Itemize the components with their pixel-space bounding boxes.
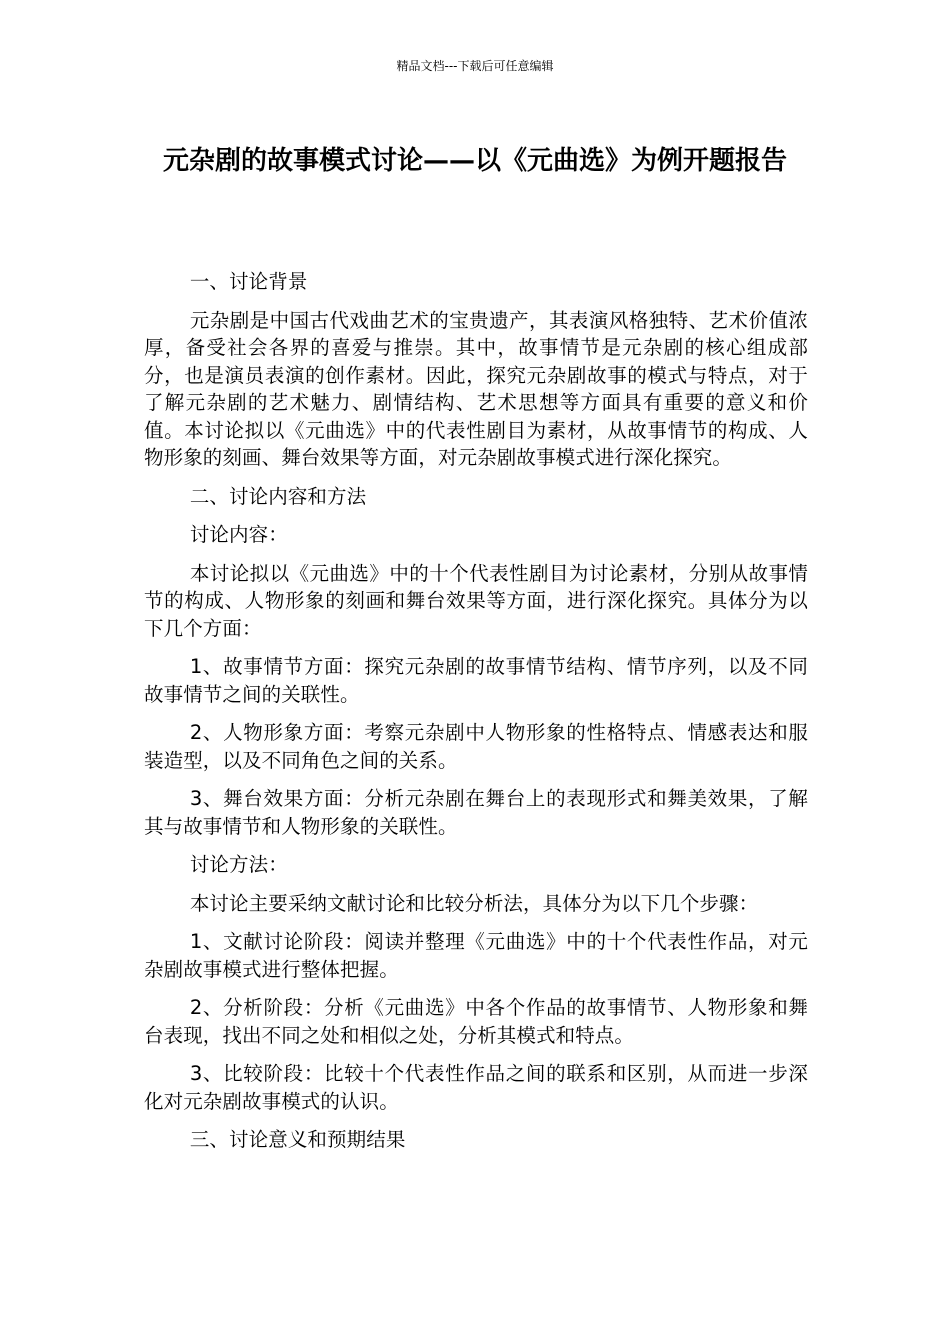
subheading-content: 讨论内容：	[189, 523, 288, 546]
list-item-comparison: 3、比较阶段：比较十个代表性作品之间的联系和区别，从而进一步深化对元杂剧故事模式的认识。	[144, 1062, 808, 1113]
list-item-stage: 3、舞台效果方面：分析元杂剧在舞台上的表现形式和舞美效果，了解其与故事情节和人物形象的关联性。	[144, 787, 808, 838]
list-item-analysis: 2、分析阶段：分析《元曲选》中各个作品的故事情节、人物形象和舞台表现，找出不同之处和相似之处，分析其模式和特点。	[144, 996, 808, 1047]
list-item-characters: 2、人物形象方面：考察元杂剧中人物形象的性格特点、情感表达和服装造型，以及不同角色之间的关系。	[144, 721, 808, 772]
section-heading-content-method: 二、讨论内容和方法	[189, 484, 367, 508]
section-heading-background: 一、讨论背景	[189, 270, 308, 293]
section-heading-significance: 三、讨论意义和预期结果	[189, 1128, 406, 1151]
list-item-literature: 1、文献讨论阶段：阅读并整理《元曲选》中的十个代表性作品，对元杂剧故事模式进行整体把握。	[144, 930, 808, 981]
paragraph-content-intro: 本讨论拟以《元曲选》中的十个代表性剧目为讨论素材，分别从故事情节的构成、人物形象的刻画和舞台效果等方面，进行深化探究。具体分为以下几个方面：	[144, 561, 808, 640]
list-item-plot: 1、故事情节方面：探究元杂剧的故事情节结构、情节序列，以及不同故事情节之间的关联性。	[144, 655, 808, 706]
paragraph-method-intro: 本讨论主要采纳文献讨论和比较分析法，具体分为以下几个步骤：	[189, 891, 759, 915]
document-title: 元杂剧的故事模式讨论——以《元曲选》为例开题报告	[162, 146, 787, 176]
document-body	[144, 268, 808, 1165]
paragraph-background: 元杂剧是中国古代戏曲艺术的宝贵遗产，其表演风格独特、艺术价值浓厚，备受社会各界的喜爱与推崇。其中，故事情节是元杂剧的核心组成部分，也是演员表演的创作素材。因此，探究元杂剧故事的模式与特点，对于了解元杂剧的艺术魅力、剧情结构、艺术思想等方面具有重要的意义和价值。本讨论拟以《元曲选》中的代表性剧目为素材，从故事情节的构成、人物形象的刻画、舞台效果等方面，对元杂剧故事模式进行深化探究。	[144, 308, 808, 469]
subheading-method: 讨论方法：	[189, 853, 288, 876]
page-header: 精品文档---下载后可任意编辑	[396, 59, 554, 73]
